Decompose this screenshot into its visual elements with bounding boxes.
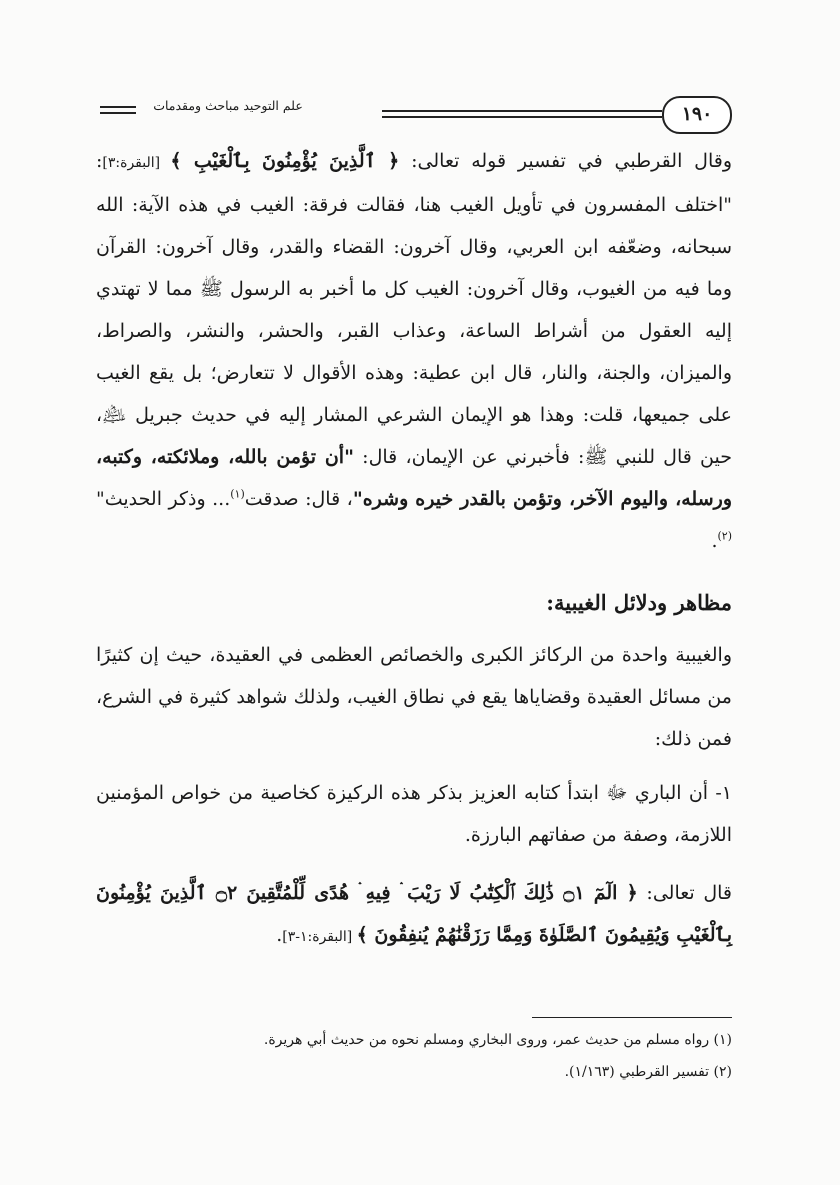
verse-reference: [البقرة:٣] <box>102 155 171 171</box>
footnote-separator <box>532 1017 732 1018</box>
footnote-marker: (٢) <box>717 529 732 543</box>
quote-paragraph <box>96 140 732 562</box>
verse-reference: [البقرة:١-٣] <box>282 929 357 945</box>
footnote: (٢) تفسير القرطبي (١/١٦٣). <box>564 1064 732 1080</box>
punctuation: . <box>711 530 718 552</box>
footnote: (١) رواه مسلم من حديث عمر، وروى البخاري ومسلم نحوه من حديث أبي هريرة. <box>263 1032 732 1048</box>
header-rule <box>382 116 662 118</box>
punctuation: : <box>96 150 103 172</box>
punctuation: . <box>276 924 283 946</box>
quran-verse: ﴿ الٓمٓ ۝١ ذَٰلِكَ ٱلْكِتَٰبُ لَا رَيْبَ ۛ فِيهِ ۛ هُدًى لِّلْمُتَّقِينَ ۝٢ ٱلَّذِينَ يُؤْمِنُونَ بِٱلْغَيْبِ وَيُقِيمُونَ ٱلصَّلَوٰةَ وَمِمَّا رَزَقْنَٰهُمْ يُنفِقُونَ ﴾ <box>96 882 732 946</box>
running-header <box>92 96 732 136</box>
intro-text: وقال القرطبي في تفسير قوله تعالى: <box>399 150 733 172</box>
quote-end: ... وذكر الحديث" <box>96 488 231 510</box>
numbered-point: ١- أن الباري ﷻ ابتدأ كتابه العزيز بذكر هذه الركيزة كخاصية من خواص المؤمنين اللازمة، وصفة من صفاتهم البارزة. <box>96 782 732 846</box>
quote-text-continued: ، قال: صدقت <box>244 488 353 510</box>
footnote-marker: (١) <box>230 487 245 501</box>
verse-intro: قال تعالى: <box>637 882 732 904</box>
book-title: علم التوحيد مباحث ومقدمات <box>153 98 303 113</box>
page-number: ١٩٠ <box>662 96 732 134</box>
quran-verse: ﴿ ٱلَّذِينَ يُؤْمِنُونَ بِٱلْغَيْبِ ﴾ <box>170 150 400 172</box>
header-short-rule <box>100 112 136 114</box>
section-heading: مظاهر ودلائل الغيبية: <box>546 590 732 615</box>
main-text <box>96 140 732 958</box>
header-short-rule <box>100 106 136 108</box>
hadith-text: "أن تؤمن بالله، وملائكته، وكتبه، ورسله، واليوم الآخر، وتؤمن بالقدر خيره وشره" <box>96 446 732 510</box>
header-rule <box>382 110 662 112</box>
quote-text: "اختلف المفسرون في تأويل الغيب هنا، فقالت فرقة: الغيب في هذه الآية: الله سبحانه، وضعّفه ابن العربي، وقال آخرون: القضاء والقدر، وقال آخرون: القرآن وما فيه من الغيوب، وقال آخرون: الغيب كل ما أخبر به الرسول ﷺ مما لا تهتدي إليه العقول من أشراط الساعة، وعذاب القبر، والحشر، والنشر، والصراط، والميزان، والجنة، والنار، قال ابن عطية: وهذه الأقوال لا تتعارض؛ بل يقع الغيب على جميعها، قلت: وهذا هو الإيمان الشرعي المشار إليه في حديث جبريل ﵇، حين قال للنبي ﷺ: فأخبرني عن الإيمان، قال: <box>96 194 732 468</box>
footnotes <box>96 1024 732 1088</box>
paragraph: والغيبية واحدة من الركائز الكبرى والخصائص العظمى في العقيدة، حيث إن كثيرًا من مسائل العقيدة وقضاياها يقع في نطاق الغيب، ولذلك شواهد كثيرة في الشرع، فمن ذلك: <box>96 644 732 750</box>
verse-paragraph <box>96 872 732 958</box>
